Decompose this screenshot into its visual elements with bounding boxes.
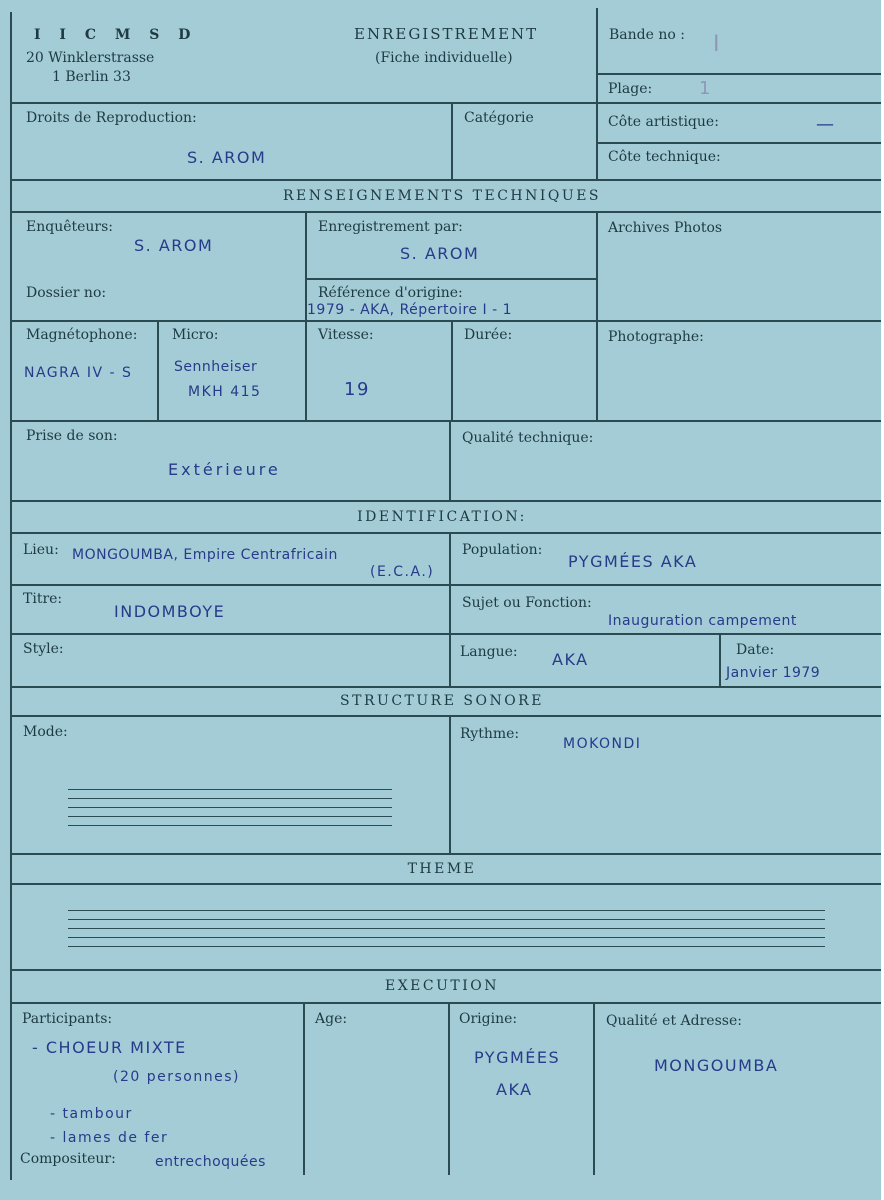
participants-line-4: - lames de fer: [50, 1130, 169, 1146]
droits-label: Droits de Reproduction:: [26, 110, 197, 126]
execution-header-line: [10, 1002, 884, 1004]
theme-line: [68, 928, 825, 929]
participants-line-2: (20 personnes): [113, 1069, 240, 1085]
mode-line: [68, 807, 392, 808]
mode-line: [68, 798, 392, 799]
population-value: PYGMÉES AKA: [568, 552, 698, 571]
duree-label: Durée:: [464, 327, 513, 343]
vitesse-value: 19: [344, 379, 370, 400]
lieu-value-2: (E.C.A.): [370, 564, 435, 580]
dossier-label: Dossier no:: [26, 285, 107, 301]
theme-line: [68, 919, 825, 920]
date-divider: [719, 633, 721, 687]
cote-line: [596, 142, 884, 144]
lieu-value: MONGOUMBA, Empire Centrafricain: [72, 547, 338, 563]
form-title: ENREGISTREMENT: [354, 25, 539, 43]
mode-line: [68, 816, 392, 817]
vitesse-label: Vitesse:: [318, 327, 374, 343]
structure-divider: [449, 715, 451, 854]
micro-label: Micro:: [172, 327, 219, 343]
participants-line-5: entrechoquées: [155, 1154, 266, 1170]
cote-technique-label: Côte technique:: [608, 149, 721, 165]
mode-line: [68, 825, 392, 826]
titre-label: Titre:: [23, 591, 63, 607]
qualite-adresse-label: Qualité et Adresse:: [606, 1013, 742, 1029]
origine-label: Origine:: [459, 1011, 518, 1027]
magnetophone-label: Magnétophone:: [26, 327, 138, 343]
reference-label: Référence d'origine:: [318, 285, 463, 301]
header-bottom-line: [10, 102, 884, 104]
header-divider: [596, 8, 598, 103]
qualite-adresse-value: MONGOUMBA: [654, 1056, 779, 1075]
cote-artistique-value: —: [816, 114, 836, 135]
bande-value: I: [713, 32, 721, 57]
structure-header-line: [10, 715, 884, 717]
tech-divider-4: [305, 320, 307, 420]
plage-line: [596, 73, 884, 75]
enregistrement-line: [305, 278, 596, 280]
theme-line: [68, 937, 825, 938]
qualite-label: Qualité technique:: [462, 430, 594, 446]
reference-value: 1979 - AKA, Répertoire I - 1: [307, 302, 512, 318]
rights-bottom-line: [10, 179, 884, 181]
compositeur-label: Compositeur:: [20, 1151, 116, 1167]
tech-divider-3: [157, 320, 159, 420]
mode-line: [68, 789, 392, 790]
date-label: Date:: [736, 642, 775, 658]
titre-value: INDOMBOYE: [114, 602, 226, 621]
rythme-label: Rythme:: [460, 726, 520, 742]
section-technical: RENSEIGNEMENTS TECHNIQUES: [282, 188, 602, 204]
categorie-label: Catégorie: [464, 110, 534, 126]
section-execution: EXECUTION: [384, 978, 499, 994]
plage-value: 1: [699, 78, 712, 99]
micro-line-1: Sennheiser: [174, 359, 258, 375]
enregistrement-label: Enregistrement par:: [318, 219, 463, 235]
theme-line: [68, 946, 825, 947]
cote-artistique-label: Côte artistique:: [608, 114, 719, 130]
org-name: I I C M S D: [34, 27, 198, 43]
prise-divider: [449, 420, 451, 501]
theme-top-line: [10, 853, 884, 855]
address-line-1: 20 Winklerstrasse: [26, 50, 155, 66]
prise-label: Prise de son:: [26, 428, 118, 444]
origine-line-2: AKA: [496, 1080, 533, 1099]
langue-value: AKA: [552, 650, 589, 669]
tech-row-line-2: [10, 420, 884, 422]
section-theme: THEME: [407, 861, 477, 877]
left-border: [10, 12, 12, 1180]
rights-divider-2: [596, 102, 598, 180]
ident-row-line-2: [10, 633, 884, 635]
section-identification: IDENTIFICATION:: [357, 509, 527, 525]
style-label: Style:: [23, 641, 64, 657]
form-subtitle: (Fiche individuelle): [375, 50, 513, 66]
tech-divider-2: [596, 211, 598, 421]
age-label: Age:: [315, 1011, 348, 1027]
lieu-label: Lieu:: [23, 542, 59, 558]
structure-top-line: [10, 686, 884, 688]
archives-label: Archives Photos: [608, 220, 723, 236]
langue-label: Langue:: [460, 644, 518, 660]
execution-top-line: [10, 969, 884, 971]
date-value: Janvier 1979: [726, 665, 821, 681]
section-structure: STRUCTURE SONORE: [340, 693, 544, 709]
participants-label: Participants:: [22, 1011, 113, 1027]
tech-row-line: [10, 320, 884, 322]
enregistrement-value: S. AROM: [400, 244, 480, 263]
participants-line-3: - tambour: [50, 1106, 133, 1122]
exec-divider-3: [593, 1002, 595, 1175]
bande-label: Bande no :: [609, 27, 685, 43]
enqueteurs-value: S. AROM: [134, 236, 214, 255]
exec-divider-2: [448, 1002, 450, 1175]
sujet-label: Sujet ou Fonction:: [462, 595, 592, 611]
participants-line-1: - CHOEUR MIXTE: [32, 1038, 187, 1057]
rights-divider-1: [451, 102, 453, 180]
droits-value: S. AROM: [187, 148, 267, 167]
magnetophone-value: NAGRA IV - S: [24, 365, 133, 381]
ident-divider: [449, 532, 451, 687]
ident-row-line-1: [10, 584, 884, 586]
photographe-label: Photographe:: [608, 329, 704, 345]
identification-top-line: [10, 500, 884, 502]
rythme-value: MOKONDI: [563, 736, 642, 752]
mode-label: Mode:: [23, 724, 68, 740]
address-line-2: 1 Berlin 33: [52, 69, 131, 85]
sujet-value: Inauguration campement: [608, 613, 797, 629]
prise-value: Extérieure: [168, 460, 281, 479]
theme-header-line: [10, 883, 884, 885]
exec-divider-1: [303, 1002, 305, 1175]
identification-header-line: [10, 532, 884, 534]
theme-line: [68, 910, 825, 911]
origine-line-1: PYGMÉES: [474, 1048, 561, 1067]
micro-line-2: MKH 415: [188, 384, 262, 400]
technical-header-line: [10, 211, 884, 213]
plage-label: Plage:: [608, 81, 653, 97]
tech-divider-5: [451, 320, 453, 420]
enqueteurs-label: Enquêteurs:: [26, 219, 114, 235]
population-label: Population:: [462, 542, 543, 558]
